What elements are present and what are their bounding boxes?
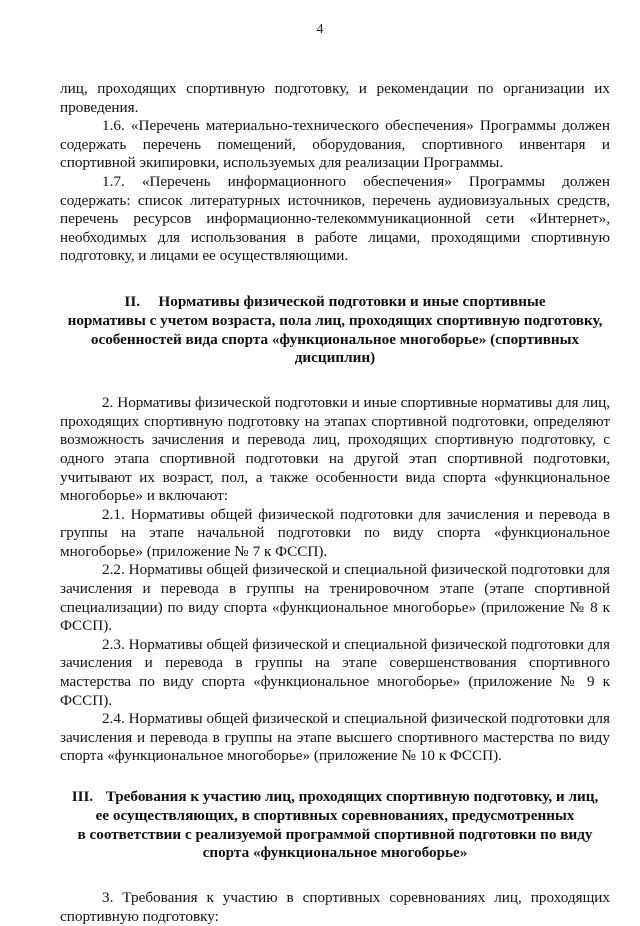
paragraph-2-3: 2.3. Нормативы общей физической и специальной физической подготовки для зачисления и перевода в группы на этапе совершенствования спортивного мастерства по виду спорта «функциональное многоборье» (приложение № 9 к ФССП). xyxy=(60,635,610,709)
section-2-number: II. xyxy=(124,292,141,310)
section-3-title-part-1: Требования к участию лиц, проходящих спортивную подготовку, и лиц, xyxy=(105,788,599,805)
paragraph-2-2: 2.2. Нормативы общей физической и специальной физической подготовки для зачисления и перевода в группы на тренировочном этапе (этапе спортивной специализации) по виду спорта «функциональное многоборье» (приложение № 8 к ФССП). xyxy=(60,561,610,635)
section-3-heading-line-1 xyxy=(60,788,610,807)
paragraph-1-6: 1.6. «Перечень материально-технического обеспечения» Программы должен содержать перечень помещений, оборудования, спортивного инвентаря и спортивной экипировки, используемых для реализации Программы. xyxy=(60,117,610,172)
paragraph-2-1: 2.1. Нормативы общей физической подготовки для зачисления и перевода в группы на этапе начальной подготовки по виду спорта «функциональное многоборье» (приложение № 7 к ФССП). xyxy=(60,505,610,560)
section-3-heading-line-4: спорта «функциональное многоборье» xyxy=(202,844,468,862)
paragraph-2-4: 2.4. Нормативы общей физической и специальной физической подготовки для зачисления и перевода в группы на этапе высшего спортивного мастерства по виду спорта «функциональное многоборье» (приложение № 10 к ФССП). xyxy=(60,710,610,765)
section-2-heading-line-4: дисциплин) xyxy=(294,349,376,367)
section-2-heading-line-3: особенностей вида спорта «функциональное многоборье» (спортивных xyxy=(90,330,580,348)
paragraph-3: 3. Требования к участию в спортивных соревнованиях лиц, проходящих спортивную подготовку: xyxy=(60,889,610,925)
section-2-heading xyxy=(60,293,610,368)
paragraph-continuation: лиц, проходящих спортивную подготовку, и рекомендации по организации их проведения. xyxy=(60,80,610,116)
section-2-title-part-1: Нормативы физической подготовки и иные спортивные xyxy=(158,292,546,310)
section-3-heading xyxy=(60,788,610,863)
page-number: 4 xyxy=(316,22,324,37)
section-3-heading-line-3: в соответствии с реализуемой программой спортивной подготовки по виду xyxy=(77,825,593,843)
section-3-heading-line-2: ее осуществляющих, в спортивных соревнованиях, предусмотренных xyxy=(95,806,575,824)
paragraph-2: 2. Нормативы физической подготовки и иные спортивные нормативы для лиц, проходящих спортивную подготовку на этапах спортивной подготовки, определяют возможность зачисления и перевода лиц, проходящих спортивную подготовку, с одного этапа спортивной подготовки на другой этап спортивной подготовки, учитывают их возраст, пол, а также особенности вида спорта «функциональное многоборье» и включают: xyxy=(60,394,610,505)
document-body xyxy=(60,80,610,926)
section-2-heading-line-1 xyxy=(60,293,610,312)
paragraph-1-7: 1.7. «Перечень информационного обеспечения» Программы должен содержать: список литературных источников, перечень аудиовизуальных средств, перечень ресурсов информационно-телекоммуникационной сети «Интернет», необходимых для использования в работе лицами, проходящими спортивную подготовку, и лицами ее осуществляющими. xyxy=(60,172,610,265)
section-2-heading-line-2: нормативы с учетом возраста, пола лиц, проходящих спортивную подготовку, xyxy=(67,311,603,329)
section-3-number: III. xyxy=(71,788,94,805)
